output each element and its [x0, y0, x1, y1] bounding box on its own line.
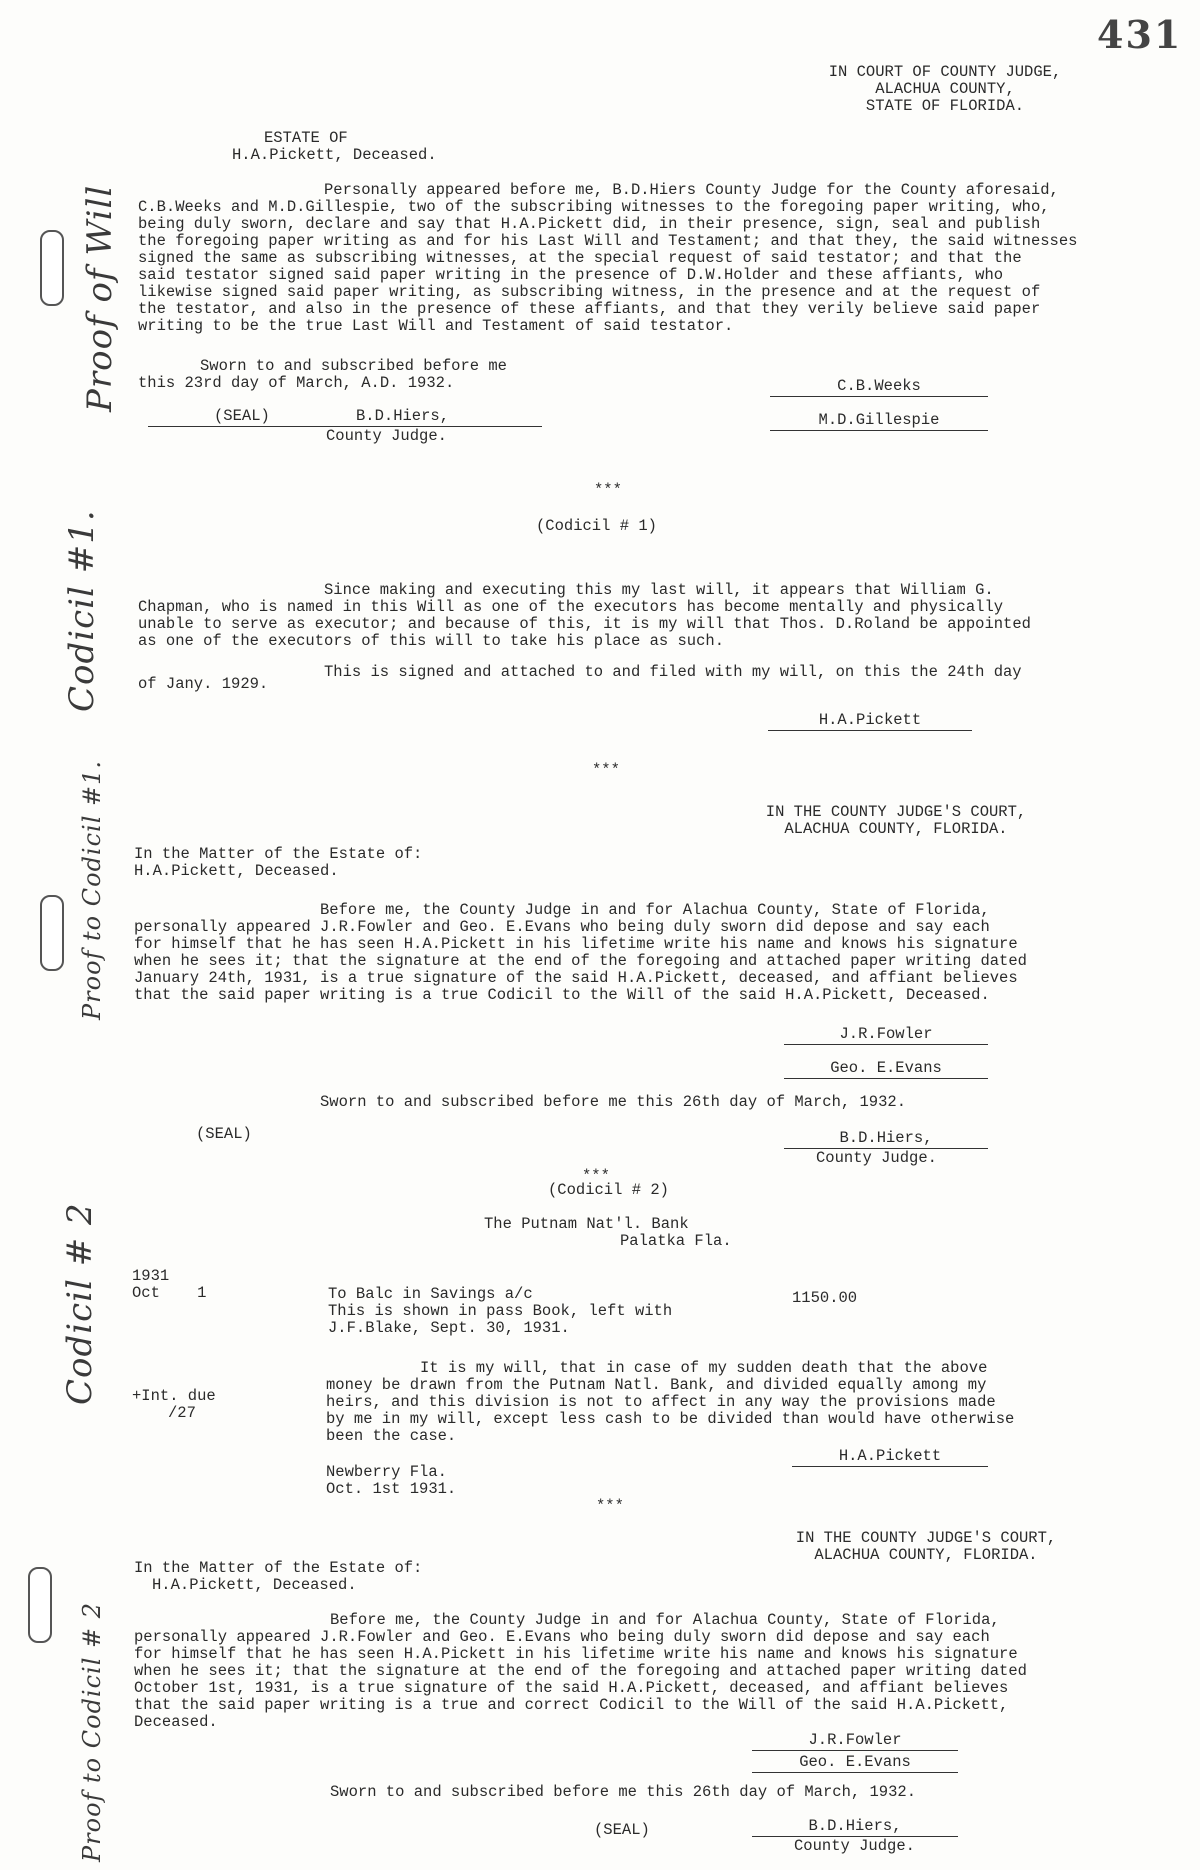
matter-line: In the Matter of the Estate of:	[134, 1559, 423, 1577]
bank-line: The Putnam Nat'l. Bank	[484, 1215, 689, 1233]
codicil-1-heading: (Codicil # 1)	[536, 517, 657, 535]
estate-title-line: ESTATE OF	[264, 129, 348, 147]
paragraph-line: C.B.Weeks and M.D.Gillespie, two of the subscribing witnesses to the foregoing paper writing, who,	[138, 198, 1050, 216]
codicil-2-bank	[484, 1216, 732, 1250]
proof-codicil-2-paragraph	[134, 1612, 1027, 1731]
witness-signature-fowler: J.R.Fowler	[784, 1026, 988, 1045]
date-year: 1931	[132, 1267, 170, 1285]
paragraph-line: for himself that he has seen H.A.Pickett in his lifetime write his name and knows his signature	[134, 935, 1018, 953]
court-header-line: STATE OF FLORIDA.	[865, 97, 1025, 115]
paragraph-line: Deceased.	[134, 1713, 218, 1731]
paragraph-line: Before me, the County Judge in and for Alachua County, State of Florida,	[320, 901, 990, 919]
paragraph-line: the testator, and also in the presence of these affiants, and that they verily believe said paper	[138, 300, 1041, 318]
paragraph-line: It is my will, that in case of my sudden death that the above	[420, 1359, 988, 1377]
proof-codicil-2-sworn: Sworn to and subscribed before me this 26th day of March, 1932.	[330, 1783, 916, 1801]
place-line: Newberry Fla.	[326, 1463, 447, 1481]
paragraph-line: Before me, the County Judge in and for Alachua County, State of Florida,	[330, 1611, 1000, 1629]
witness-signature-fowler: J.R.Fowler	[752, 1732, 958, 1751]
margin-note-codicil-2: Codicil # 2	[60, 1202, 100, 1405]
witness-signature-evans: Geo. E.Evans	[752, 1754, 958, 1773]
separator: ***	[596, 1497, 624, 1515]
proof-codicil-1-matter	[134, 846, 422, 880]
judge-signature: B.D.Hiers,	[784, 1130, 988, 1149]
paragraph-line: writing to be the true Last Will and Testament of said testator.	[138, 317, 734, 335]
judge-title: County Judge.	[794, 1837, 915, 1855]
codicil-1-signed-date: of Jany. 1929.	[138, 675, 269, 693]
margin-note-proof-codicil-1: Proof to Codicil #1.	[78, 759, 106, 1020]
margin-note-proof-of-will: Proof of Will	[80, 184, 120, 412]
entry-line: This is shown in pass Book, left with	[328, 1302, 673, 1320]
paragraph-line: Since making and executing this my last will, it appears that William G.	[324, 581, 994, 599]
paragraph-line: heirs, and this division is not to affect in any way the provisions made	[326, 1393, 996, 1411]
witness-signature-gillespie: M.D.Gillespie	[770, 412, 988, 431]
court-line: IN THE COUNTY JUDGE'S COURT,	[795, 1529, 1057, 1547]
court-header-line: IN COURT OF COUNTY JUDGE,	[828, 63, 1062, 81]
seal-label: (SEAL)	[196, 1125, 252, 1143]
codicil-1-paragraph	[138, 582, 1031, 650]
margin-note-line: /27	[168, 1404, 196, 1422]
court-line: ALACHUA COUNTY, FLORIDA.	[814, 1546, 1038, 1564]
paragraph-line: personally appeared J.R.Fowler and Geo. E.Evans who being duly sworn did depose and say each	[134, 918, 990, 936]
codicil-2-signature: H.A.Pickett	[792, 1448, 988, 1467]
codicil-1-signature: H.A.Pickett	[768, 712, 972, 731]
court-header-line: ALACHUA COUNTY,	[875, 80, 1015, 98]
paragraph-line: that the said paper writing is a true and correct Codicil to the Will of the said H.A.Pickett,	[134, 1696, 1009, 1714]
witness-signature-evans: Geo. E.Evans	[784, 1060, 988, 1079]
date-day: Oct 1	[132, 1284, 207, 1302]
paragraph-line: for himself that he has seen H.A.Pickett in his lifetime write his name and knows his signature	[134, 1645, 1018, 1663]
paragraph-line: that the said paper writing is a true Codicil to the Will of the said H.A.Pickett, Deceased.	[134, 986, 990, 1004]
paragraph-line: personally appeared J.R.Fowler and Geo. E.Evans who being duly sworn did depose and say each	[134, 1628, 990, 1646]
paragraph-line: signed the same as subscribing witnesses, at the special request of said testator; and that the	[138, 249, 1022, 267]
paragraph-line: money be drawn from the Putnam Natl. Bank, and divided equally among my	[326, 1376, 987, 1394]
codicil-2-date	[132, 1268, 206, 1302]
matter-line: H.A.Pickett, Deceased.	[152, 1576, 357, 1594]
proof-of-will-sworn	[138, 358, 507, 392]
bank-line: Palatka Fla.	[620, 1232, 732, 1250]
margin-note-proof-codicil-2: Proof to Codicil # 2	[78, 1601, 106, 1862]
codicil-2-entry	[328, 1286, 672, 1337]
judge-title: County Judge.	[816, 1149, 937, 1167]
seal-label: (SEAL)	[594, 1821, 650, 1839]
entry-line: To Balc in Savings a/c	[328, 1285, 533, 1303]
paragraph-line: when he sees it; that the signature at the end of the foregoing and attached paper writing dated	[134, 952, 1027, 970]
sworn-line: Sworn to and subscribed before me	[200, 357, 507, 375]
paragraph-line: been the case.	[326, 1427, 457, 1445]
punch-hole-middle	[40, 895, 64, 971]
paragraph-line: likewise signed said paper writing, as subscribing witness, in the presence and at the request of	[138, 283, 1041, 301]
sworn-line: this 23rd day of March, A.D. 1932.	[138, 374, 455, 392]
paragraph-line: when he sees it; that the signature at the end of the foregoing and attached paper writing dated	[134, 1662, 1027, 1680]
proof-codicil-1-sworn: Sworn to and subscribed before me this 26th day of March, 1932.	[320, 1093, 906, 1111]
paragraph-line: said testator signed said paper writing in the presence of D.W.Holder and these affiants, who	[138, 266, 1004, 284]
judge-signature: B.D.Hiers,	[752, 1818, 958, 1837]
estate-title-line: H.A.Pickett, Deceased.	[232, 146, 437, 164]
separator: ***	[592, 761, 620, 779]
proof-codicil-2-matter	[134, 1560, 422, 1594]
separator: ***	[594, 481, 622, 499]
codicil-1-signed-line: This is signed and attached to and filed with my will, on this the 24th day	[324, 663, 1022, 681]
proof-codicil-2-court	[776, 1530, 1076, 1564]
paragraph-line: as one of the executors of this will to take his place as such.	[138, 632, 724, 650]
margin-note-line: +Int. due	[132, 1387, 216, 1405]
court-header	[780, 64, 1110, 115]
estate-title	[232, 130, 437, 164]
paragraph-line: unable to serve as executor; and because of this, it is my will that Thos. D.Roland be appointed	[138, 615, 1031, 633]
judge-signature	[148, 408, 542, 427]
court-line: ALACHUA COUNTY, FLORIDA.	[784, 820, 1008, 838]
paragraph-line: Personally appeared before me, B.D.Hiers County Judge for the County aforesaid,	[324, 181, 1059, 199]
separator: ***	[582, 1167, 610, 1185]
judge-sig-text: B.D.Hiers,	[356, 407, 450, 425]
matter-line: In the Matter of the Estate of:	[134, 845, 423, 863]
paragraph-line: Chapman, who is named in this Will as one of the executors has become mentally and physically	[138, 598, 1004, 616]
entry-line: J.F.Blake, Sept. 30, 1931.	[328, 1319, 570, 1337]
page-number: 431	[1097, 12, 1183, 57]
matter-line: H.A.Pickett, Deceased.	[134, 862, 339, 880]
codicil-2-margin-note	[132, 1388, 216, 1422]
proof-of-will-paragraph	[138, 182, 1077, 335]
paragraph-line: being duly sworn, declare and say that H.A.Pickett did, in their presence, sign, seal and publish	[138, 215, 1041, 233]
place-line: Oct. 1st 1931.	[326, 1480, 457, 1498]
proof-codicil-1-court	[746, 804, 1046, 838]
margin-note-codicil-1: Codicil #1.	[62, 509, 102, 712]
court-line: IN THE COUNTY JUDGE'S COURT,	[765, 803, 1027, 821]
judge-title: County Judge.	[326, 427, 447, 445]
codicil-2-amount: 1150.00	[792, 1289, 858, 1307]
paragraph-line: January 24th, 1931, is a true signature of the said H.A.Pickett, deceased, and affiant believes	[134, 969, 1018, 987]
codicil-2-paragraph	[326, 1360, 1014, 1445]
proof-codicil-1-paragraph	[134, 902, 1027, 1004]
witness-signature-weeks: C.B.Weeks	[770, 378, 988, 397]
punch-hole-bottom	[28, 1567, 52, 1643]
punch-hole-top	[40, 230, 64, 306]
codicil-2-heading: (Codicil # 2)	[548, 1181, 669, 1199]
paragraph-line: by me in my will, except less cash to be divided than would have otherwise	[326, 1410, 1015, 1428]
seal-label: (SEAL)	[214, 407, 270, 425]
paragraph-line: October 1st, 1931, is a true signature of the said H.A.Pickett, deceased, and affiant believes	[134, 1679, 1009, 1697]
codicil-2-place	[326, 1464, 456, 1498]
paragraph-line: the foregoing paper writing as and for his Last Will and Testament; and that they, the said witnesses	[138, 232, 1078, 250]
